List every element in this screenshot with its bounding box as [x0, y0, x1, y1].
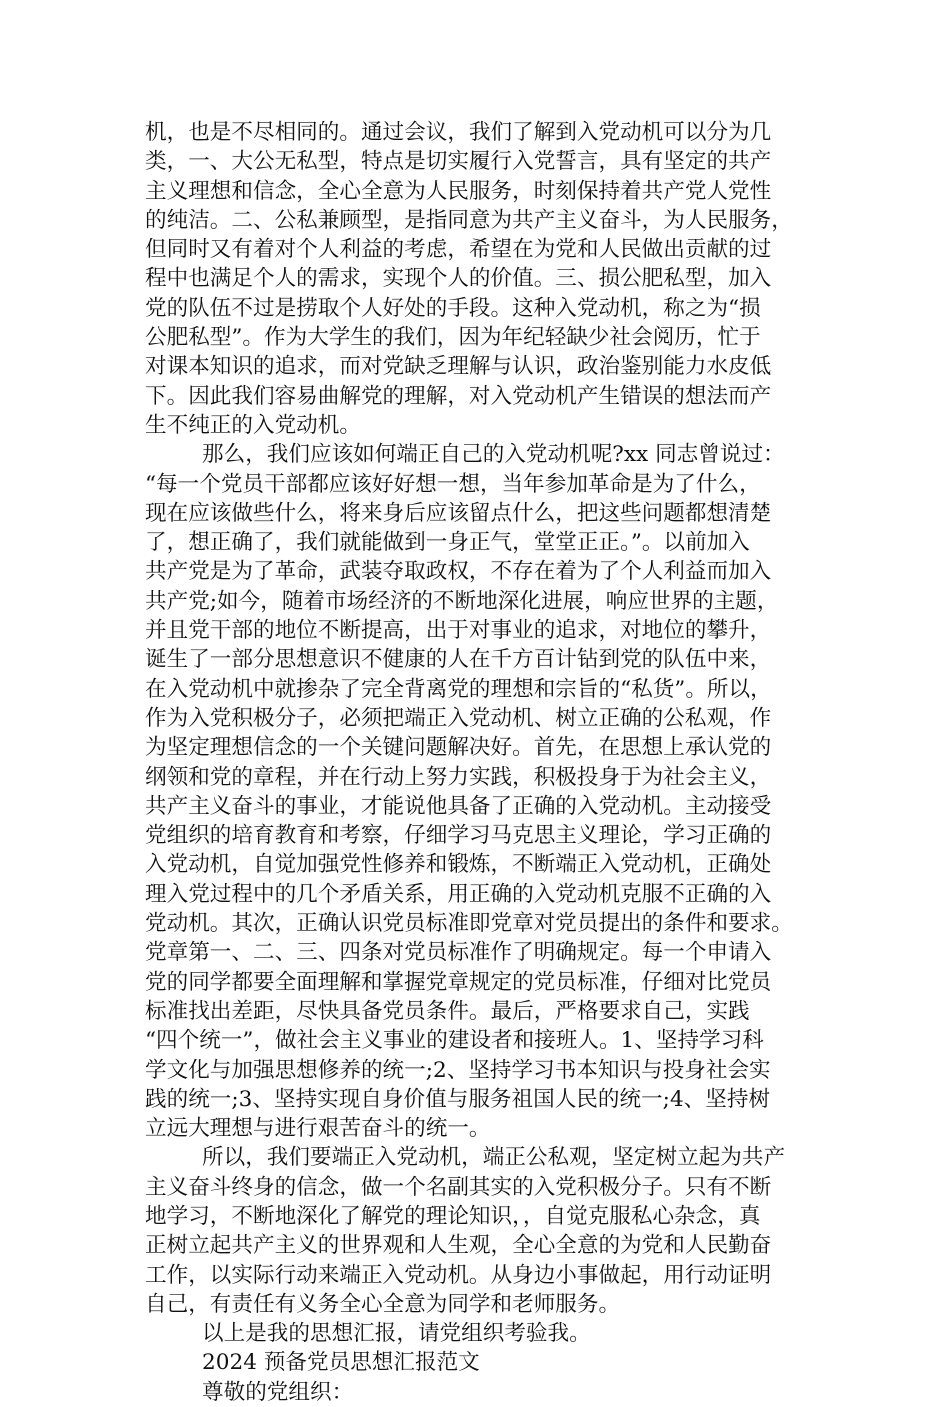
text-line: 类，一、大公无私型，特点是切实履行入党誓言，具有坚定的共产: [145, 149, 772, 175]
text-line: 的纯洁。二、公私兼顾型，是指同意为共产主义奋斗，为人民服务，: [145, 207, 793, 233]
text-line: 所以，我们要端正入党动机，端正公私观，坚定树立起为共产: [202, 1145, 786, 1171]
text-line: 了，想正确了，我们就能做到一身正气，堂堂正正。”。以前加入: [145, 530, 750, 556]
text-line: 2024 预备党员思想汇报范文: [202, 1350, 480, 1376]
text-line: 诞生了一部分思想意识不健康的人在千方百计钻到党的队伍中来，: [145, 647, 772, 673]
text-line: 那么，我们应该如何端正自己的入党动机呢?xx 同志曾说过：: [202, 442, 785, 468]
text-line: 党组织的培育教育和考察，仔细学习马克思主义理论，学习正确的: [145, 823, 772, 849]
text-line: 为坚定理想信念的一个关键问题解决好。首先，在思想上承认党的: [145, 735, 772, 761]
text-line: 主义理想和信念，全心全意为人民服务，时刻保持着共产党人党性: [145, 178, 772, 204]
document-body: [145, 118, 818, 1407]
text-line: “每一个党员干部都应该好好想一想，当年参加革命是为了什么，: [145, 471, 761, 497]
text-line: 共产主义奋斗的事业，才能说他具备了正确的入党动机。主动接受: [145, 793, 772, 819]
text-line: 党的同学都要全面理解和掌握党章规定的党员标准，仔细对比党员: [145, 969, 772, 995]
text-line: 标准找出差距，尽快具备党员条件。最后，严格要求自己，实践: [145, 998, 750, 1024]
text-line: 践的统一;3、坚持实现自身价值与服务祖国人民的统一;4、坚持树: [145, 1086, 771, 1112]
text-line: 党动机。其次，正确认识党员标准即党章对党员提出的条件和要求。: [145, 911, 793, 937]
text-line: 并且党干部的地位不断提高，出于对事业的追求，对地位的攀升，: [145, 618, 772, 644]
text-line: 地学习，不断地深化了解党的理论知识，，自觉克服私心杂念，真: [145, 1203, 761, 1229]
text-line: 机，也是不尽相同的。通过会议，我们了解到入党动机可以分为几: [145, 120, 772, 145]
text-line: 以上是我的思想汇报，请党组织考验我。: [202, 1321, 591, 1347]
text-line: 程中也满足个人的需求，实现个人的价值。三、损公肥私型，加入: [145, 266, 772, 292]
text-line: 作为入党积极分子，必须把端正入党动机、树立正确的公私观，作: [145, 705, 772, 731]
text-line: 党的队伍不过是捞取个人好处的手段。这种入党动机，称之为“损: [145, 295, 761, 321]
text-line: 但同时又有着对个人利益的考虑，希望在为党和人民做出贡献的过: [145, 237, 772, 263]
text-line: 党章第一、二、三、四条对党员标准作了明确规定。每一个申请入: [145, 940, 772, 966]
text-line: 共产党是为了革命，武装夺取政权，不存在着为了个人利益而加入: [145, 559, 772, 585]
text-line: 主义奋斗终身的信念，做一个名副其实的入党积极分子。只有不断: [145, 1174, 772, 1200]
text-line: 入党动机，自觉加强党性修养和锻炼，不断端正入党动机，正确处: [145, 852, 772, 878]
text-line: 学文化与加强思想修养的统一;2、坚持学习书本知识与投身社会实: [145, 1057, 771, 1083]
text-line: 立远大理想与进行艰苦奋斗的统一。: [145, 1116, 491, 1142]
text-line: 理入党过程中的几个矛盾关系，用正确的入党动机克服不正确的入: [145, 881, 772, 907]
text-line: 尊敬的党组织：: [202, 1379, 354, 1405]
text-line: 自己，有责任有义务全心全意为同学和老师服务。: [145, 1291, 621, 1317]
text-line: 共产党;如今，随着市场经济的不断地深化进展，响应世界的主题，: [145, 588, 779, 614]
text-line: 工作，以实际行动来端正入党动机。从身边小事做起，用行动证明: [145, 1262, 772, 1288]
text-line: 公肥私型”。作为大学生的我们，因为年纪轻缺少社会阅历，忙于: [145, 325, 761, 351]
text-line: 生不纯正的入党动机。: [145, 412, 361, 438]
text-line: “四个统一”，做社会主义事业的建设者和接班人。1、坚持学习科: [145, 1028, 764, 1054]
text-line: 现在应该做些什么，将来身后应该留点什么，把这些问题都想清楚: [145, 500, 772, 526]
text-line: 纲领和党的章程，并在行动上努力实践，积极投身于为社会主义，: [145, 764, 772, 790]
text-line: 下。因此我们容易曲解党的理解，对入党动机产生错误的想法而产: [145, 383, 772, 409]
text-line: 对课本知识的追求，而对党缺乏理解与认识，政治鉴别能力水皮低: [145, 354, 772, 380]
text-line: 在入党动机中就掺杂了完全背离党的理想和宗旨的“私货”。所以，: [145, 676, 772, 702]
text-line: 正树立起共产主义的世界观和人生观，全心全意的为党和人民勤奋: [145, 1233, 772, 1259]
